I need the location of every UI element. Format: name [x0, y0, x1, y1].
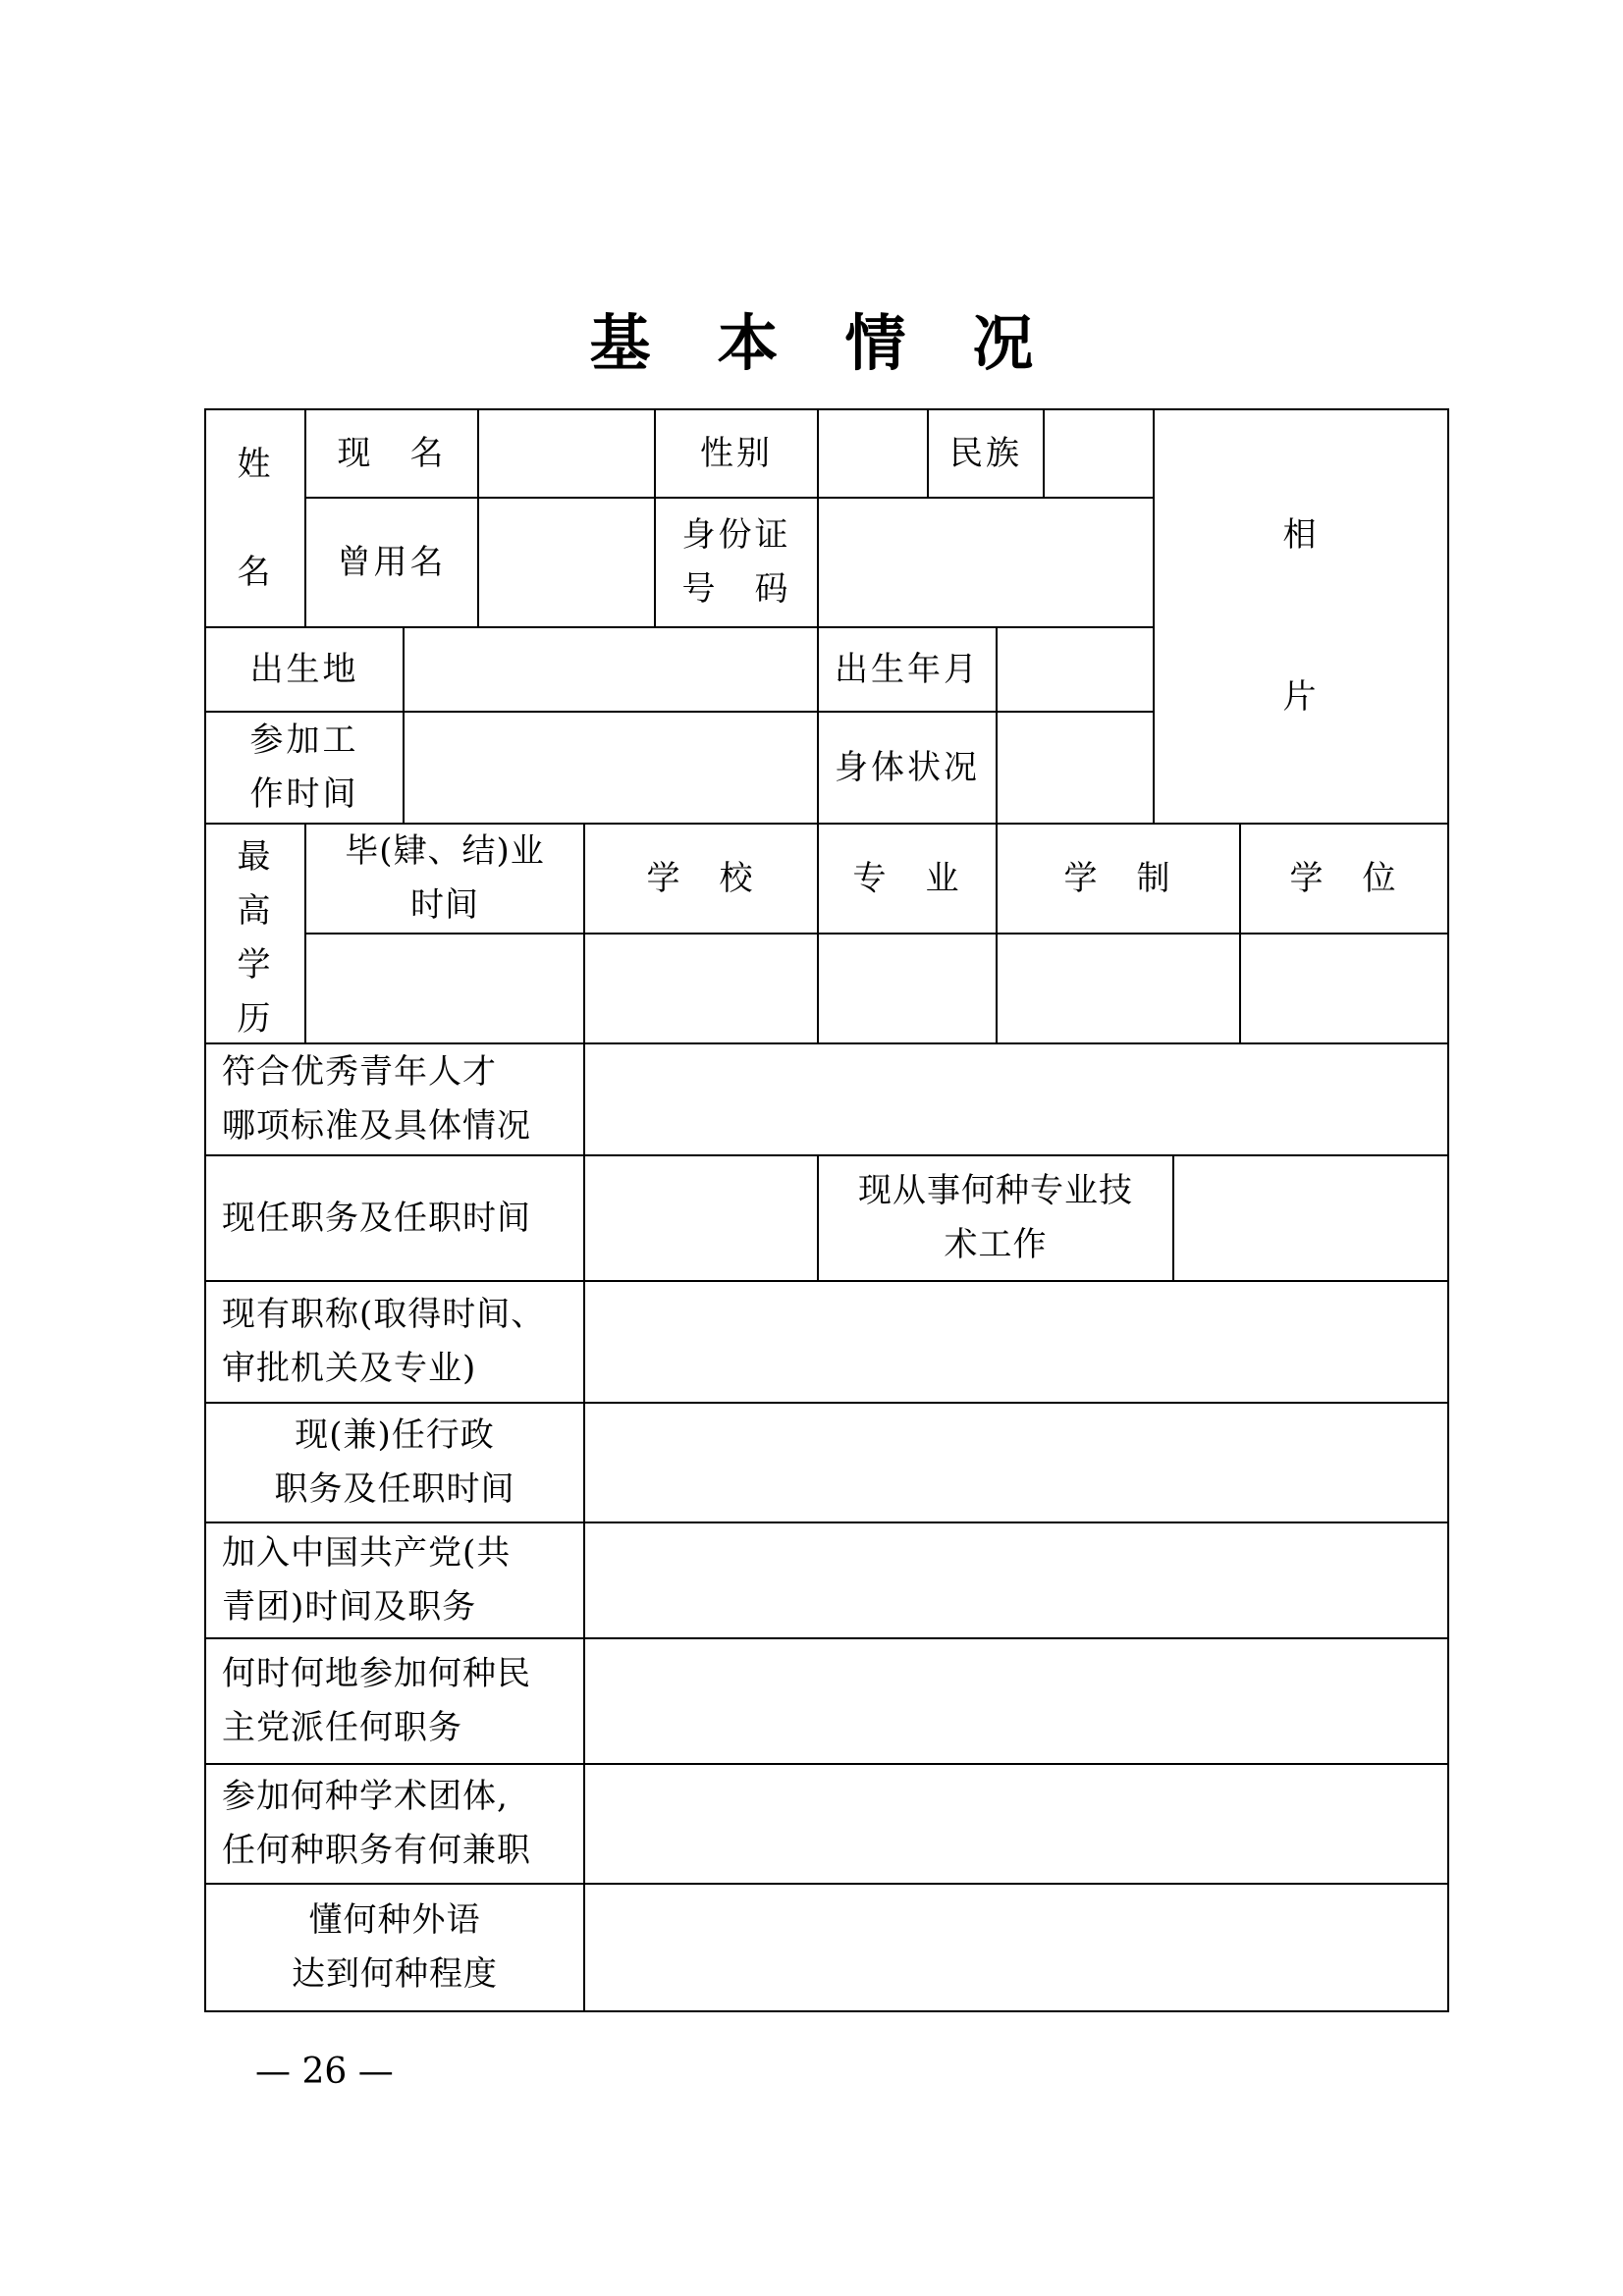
democratic-party-label: 何时何地参加何种民 主党派任何职务: [204, 1637, 585, 1765]
grad-time-field[interactable]: [304, 933, 585, 1044]
page-number: — 26 —: [255, 2052, 394, 2092]
position-label: 现任职务及任职时间: [204, 1154, 585, 1282]
criteria-field[interactable]: [583, 1042, 1449, 1156]
criteria-label: 符合优秀青年人才 哪项标准及具体情况: [204, 1042, 585, 1156]
democratic-party-field[interactable]: [583, 1637, 1449, 1765]
school-label: 学 校: [583, 823, 819, 934]
school-field[interactable]: [583, 933, 819, 1044]
former-name-label: 曾用名: [304, 497, 479, 628]
work-start-field[interactable]: [403, 711, 819, 825]
admin-position-label: 现(兼)任行政 职务及任职时间: [204, 1402, 585, 1523]
health-field[interactable]: [996, 711, 1155, 825]
birthplace-field[interactable]: [403, 626, 819, 713]
duration-label: 学 制: [996, 823, 1241, 934]
birth-date-label: 出生年月: [817, 626, 998, 713]
current-name-field[interactable]: [477, 408, 656, 499]
major-label: 专 业: [817, 823, 998, 934]
major-field[interactable]: [817, 933, 998, 1044]
party-field[interactable]: [583, 1522, 1449, 1639]
health-label: 身体状况: [817, 711, 998, 825]
academic-label: 参加何种学术团体, 任何种职务有何兼职: [204, 1763, 585, 1885]
gender-field[interactable]: [817, 408, 929, 499]
work-start-label: 参加工 作时间: [204, 711, 405, 825]
duration-field[interactable]: [996, 933, 1241, 1044]
id-number-field[interactable]: [817, 497, 1155, 628]
ethnicity-label: 民族: [927, 408, 1045, 499]
photo-box[interactable]: 相 片: [1153, 408, 1449, 825]
gender-label: 性别: [654, 408, 819, 499]
current-name-label: 现 名: [304, 408, 479, 499]
academic-field[interactable]: [583, 1763, 1449, 1885]
page-title: 基 本 情 况: [589, 307, 1034, 379]
grad-time-label: 毕(肄、结)业 时间: [304, 823, 585, 934]
party-label: 加入中国共产党(共 青团)时间及职务: [204, 1522, 585, 1639]
professional-work-label: 现从事何种专业技 术工作: [817, 1154, 1174, 1282]
ethnicity-field[interactable]: [1043, 408, 1155, 499]
former-name-field[interactable]: [477, 497, 656, 628]
name-label: 姓 名: [204, 408, 306, 628]
language-label: 懂何种外语 达到何种程度: [204, 1883, 585, 2012]
id-number-label: 身份证 号 码: [654, 497, 819, 628]
title-rank-field[interactable]: [583, 1280, 1449, 1404]
birth-date-field[interactable]: [996, 626, 1155, 713]
highest-edu-label: 最 高 学 历: [204, 823, 306, 1044]
title-rank-label: 现有职称(取得时间、 审批机关及专业): [204, 1280, 585, 1404]
position-field[interactable]: [583, 1154, 819, 1282]
admin-position-field[interactable]: [583, 1402, 1449, 1523]
degree-label: 学 位: [1239, 823, 1449, 934]
professional-work-field[interactable]: [1172, 1154, 1449, 1282]
language-field[interactable]: [583, 1883, 1449, 2012]
degree-field[interactable]: [1239, 933, 1449, 1044]
birthplace-label: 出生地: [204, 626, 405, 713]
